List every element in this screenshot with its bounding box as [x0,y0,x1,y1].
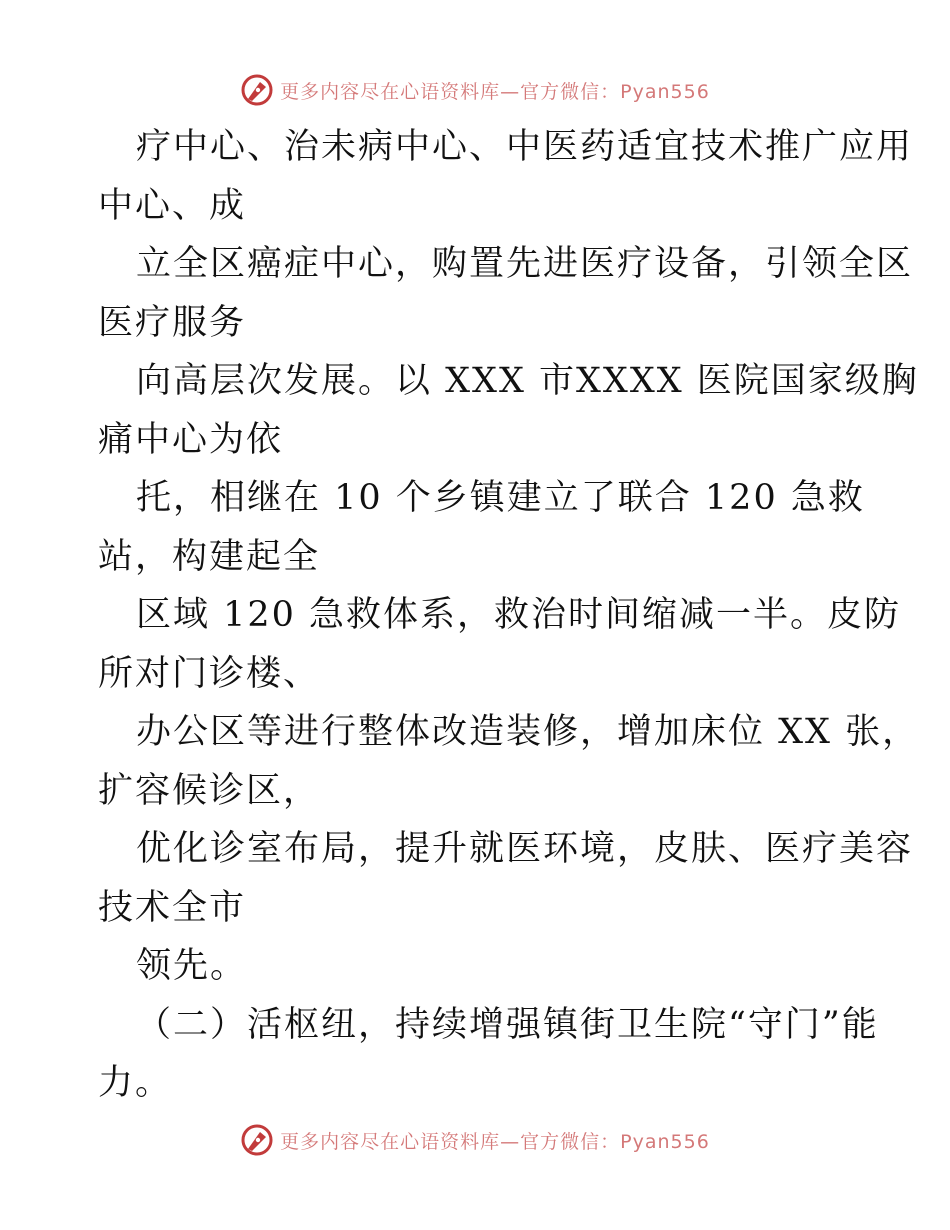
text-line: 优化诊室布局，提升就医环境，皮肤、医疗美容 [136,829,914,869]
text-line: 办公区等进行整体改造装修，增加床位 XX 张， [136,712,920,752]
text-line: 技术全市 [98,887,247,928]
text-line: 站，构建起全 [98,536,321,577]
pen-nib-circle-icon [240,73,274,107]
footer-banner-text: 更多内容尽在心语资料库—官方微信：Pyan556 [280,1130,710,1153]
text-line: 中心、成 [98,185,247,226]
pen-nib-circle-icon [240,1123,274,1157]
text-line: 所对门诊楼、 [98,653,321,694]
text-line: 医疗服务 [98,302,247,343]
header-banner-text: 更多内容尽在心语资料库—官方微信：Pyan556 [280,80,710,103]
footer-banner [0,1120,950,1160]
text-line: 立全区癌症中心，购置先进医疗设备，引领全区 [136,244,914,284]
text-line: 疗中心、治未病中心、中医药适宜技术推广应用 [136,127,914,167]
text-line: 痛中心为依 [98,419,284,460]
text-line: 力。 [98,1063,173,1103]
text-line: 向高层次发展。以 XXX 市XXXX 医院国家级胸 [136,361,919,401]
text-line: 托，相继在 10 个乡镇建立了联合 120 急救 [136,478,865,518]
text-line: 扩容候诊区， [98,770,321,811]
text-line: 领先。 [136,946,248,986]
header-banner [0,70,950,110]
document-body [98,118,920,1113]
text-line: 区域 120 急救体系，救治时间缩减一半。皮防 [136,595,902,635]
section-heading: （二）活枢纽，持续增强镇街卫生院“守门”能 [136,1004,879,1045]
